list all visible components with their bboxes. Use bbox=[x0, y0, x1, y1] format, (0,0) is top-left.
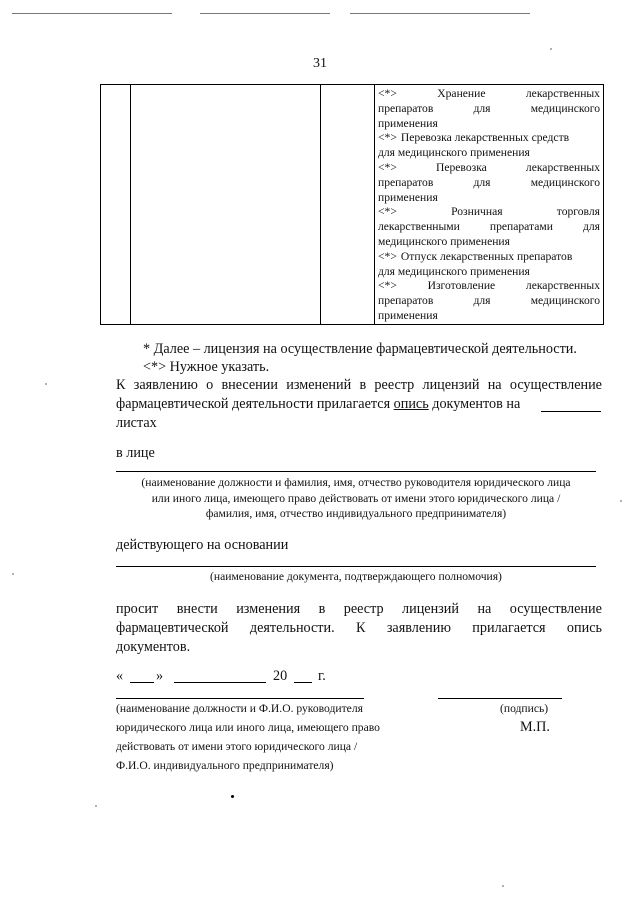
entry-word: Перевозка bbox=[435, 160, 487, 174]
word: заявлению bbox=[386, 620, 451, 636]
word: изменений bbox=[286, 377, 352, 393]
entry-word: торговля bbox=[556, 205, 600, 219]
word: реестр bbox=[374, 377, 415, 393]
entry-word: для bbox=[473, 294, 491, 308]
signature-caption: (подпись) bbox=[500, 702, 549, 715]
sheets-count-field[interactable] bbox=[541, 411, 601, 412]
entry-word: медицинского bbox=[530, 175, 600, 189]
word: опись bbox=[566, 620, 602, 636]
word: осуществление bbox=[509, 377, 602, 393]
footnote-specify: <*> Нужное указать. bbox=[143, 359, 270, 375]
year-suffix: г. bbox=[318, 668, 326, 684]
entry-word: Перевозка лекарственных средств bbox=[400, 131, 570, 145]
attachment-line-3: листах bbox=[116, 415, 157, 431]
caption-line: или иного лица, имеющего право действовать от имени этого юридического лица / bbox=[151, 491, 561, 505]
entry-word: лекарственных bbox=[525, 279, 600, 293]
word: К bbox=[116, 377, 126, 393]
word: К bbox=[356, 620, 366, 636]
signatory-caption bbox=[116, 699, 416, 775]
activity-entry bbox=[378, 250, 600, 280]
year-prefix: 20 bbox=[273, 668, 288, 684]
word: в bbox=[318, 601, 326, 617]
entry-line bbox=[378, 191, 600, 206]
word: фармацевтической bbox=[116, 620, 229, 636]
in-person-label: в лице bbox=[116, 445, 155, 461]
footnote-license: * Далее – лицензия на осуществление фармацевтической деятельности. bbox=[143, 341, 577, 357]
attachment-text: фармацевтической деятельности прилагается bbox=[116, 396, 394, 412]
stamp-label: М.П. bbox=[520, 719, 550, 735]
entry-word: Отпуск лекарственных препаратов bbox=[400, 249, 573, 263]
word: лицензий bbox=[402, 601, 459, 617]
entry-word: лекарственными bbox=[378, 220, 460, 234]
scan-speck bbox=[620, 500, 622, 502]
entry-word: препаратов bbox=[378, 294, 434, 308]
entry-word: применения bbox=[378, 190, 438, 204]
caption-line: (наименование должности и фамилия, имя, отчество руководителя юридического лица bbox=[141, 476, 571, 489]
activity-table bbox=[100, 84, 604, 325]
entry-word: применения bbox=[378, 308, 438, 322]
month-field[interactable] bbox=[174, 682, 266, 683]
entry-word: препаратов bbox=[378, 101, 434, 115]
entry-word: для медицинского применения bbox=[378, 146, 530, 160]
caption-document: (наименование документа, подтверждающего полномочия) bbox=[210, 570, 502, 583]
activity-list bbox=[378, 87, 600, 324]
scan-speck bbox=[45, 383, 47, 385]
open-quote: « bbox=[116, 668, 124, 684]
scan-speck bbox=[95, 805, 97, 807]
word: внесении bbox=[221, 377, 278, 393]
entry-line bbox=[378, 235, 600, 250]
entry-word: для bbox=[473, 175, 491, 189]
entry-line bbox=[378, 250, 600, 265]
word: заявлению bbox=[133, 377, 198, 393]
entry-word: медицинского применения bbox=[378, 234, 510, 248]
entry-line bbox=[378, 205, 600, 220]
entry-line bbox=[378, 176, 600, 191]
entry-word: Розничная bbox=[451, 205, 503, 219]
word: реестр bbox=[343, 601, 384, 617]
request-line-2 bbox=[116, 619, 602, 637]
entry-line bbox=[378, 117, 600, 132]
entry-word: медицинского bbox=[530, 294, 600, 308]
word: в bbox=[359, 377, 367, 393]
word: изменения bbox=[236, 601, 301, 617]
top-rule bbox=[12, 13, 172, 14]
entry-marker: <*> bbox=[378, 160, 397, 174]
word: о bbox=[206, 377, 214, 393]
activity-entry bbox=[378, 205, 600, 249]
entry-marker: <*> bbox=[378, 87, 397, 100]
table-divider bbox=[374, 85, 375, 324]
word: на bbox=[477, 601, 492, 617]
word: лицензий bbox=[422, 377, 480, 393]
acting-basis-label: действующего на основании bbox=[116, 537, 289, 553]
entry-line bbox=[378, 265, 600, 280]
attachment-text-end: документов на bbox=[428, 396, 521, 412]
activity-entry bbox=[378, 87, 600, 131]
top-rule bbox=[350, 13, 530, 14]
entry-word: для медицинского применения bbox=[378, 264, 530, 278]
top-rule bbox=[200, 13, 330, 14]
entry-line bbox=[378, 102, 600, 117]
table-divider bbox=[130, 85, 131, 324]
caption-line: действовать от имени этого юридического лица / bbox=[116, 740, 358, 753]
word: на bbox=[487, 377, 502, 393]
caption-person bbox=[116, 475, 596, 522]
entry-word: для bbox=[473, 101, 491, 115]
close-quote: » bbox=[156, 668, 164, 684]
caption-line: Ф.И.О. индивидуального предпринимателя) bbox=[116, 759, 334, 772]
scan-speck bbox=[12, 573, 14, 575]
date-line bbox=[116, 667, 356, 685]
entry-word: лекарственных bbox=[525, 160, 600, 174]
inventory-word: опись bbox=[393, 396, 429, 412]
year-field[interactable] bbox=[294, 682, 312, 683]
entry-word: медицинского bbox=[530, 101, 600, 115]
activity-entry bbox=[378, 131, 600, 161]
word: деятельности. bbox=[249, 620, 335, 636]
scan-speck bbox=[550, 48, 552, 50]
word: прилагается bbox=[472, 620, 546, 636]
caption-line: фамилия, имя, отчество индивидуального предпринимателя) bbox=[205, 507, 507, 520]
entry-line bbox=[378, 87, 600, 102]
entry-word: для bbox=[582, 220, 600, 234]
entry-line bbox=[378, 131, 600, 146]
request-line-3: документов. bbox=[116, 639, 191, 655]
entry-line bbox=[378, 294, 600, 309]
caption-line: (наименование должности и Ф.И.О. руководителя bbox=[116, 702, 363, 715]
entry-word: применения bbox=[378, 116, 438, 130]
attachment-line-1 bbox=[116, 376, 602, 394]
attachment-line-2 bbox=[116, 395, 602, 413]
scan-speck bbox=[231, 795, 234, 798]
entry-line bbox=[378, 220, 600, 235]
entry-word: Хранение bbox=[437, 87, 486, 100]
person-field[interactable] bbox=[116, 471, 596, 472]
entry-line bbox=[378, 146, 600, 161]
request-line-1 bbox=[116, 600, 602, 618]
document-field[interactable] bbox=[116, 566, 596, 567]
entry-word: препаратами bbox=[489, 220, 553, 234]
activity-entry bbox=[378, 161, 600, 205]
entry-marker: <*> bbox=[378, 205, 397, 219]
entry-marker: <*> bbox=[378, 131, 397, 145]
table-divider bbox=[320, 85, 321, 324]
entry-word: Изготовление bbox=[427, 279, 496, 293]
entry-marker: <*> bbox=[378, 249, 397, 263]
entry-word: препаратов bbox=[378, 175, 434, 189]
scan-speck bbox=[502, 885, 504, 887]
caption-line: юридического лица или иного лица, имеющего право bbox=[116, 721, 380, 734]
word: осуществление bbox=[509, 601, 602, 617]
day-field[interactable] bbox=[130, 682, 154, 683]
entry-line bbox=[378, 309, 600, 324]
entry-line bbox=[378, 279, 600, 294]
activity-entry bbox=[378, 279, 600, 323]
page-number: 31 bbox=[313, 56, 327, 71]
entry-marker: <*> bbox=[378, 279, 397, 293]
word: просит bbox=[116, 601, 159, 617]
word: внести bbox=[176, 601, 218, 617]
entry-line bbox=[378, 161, 600, 176]
entry-word: лекарственных bbox=[525, 87, 600, 100]
